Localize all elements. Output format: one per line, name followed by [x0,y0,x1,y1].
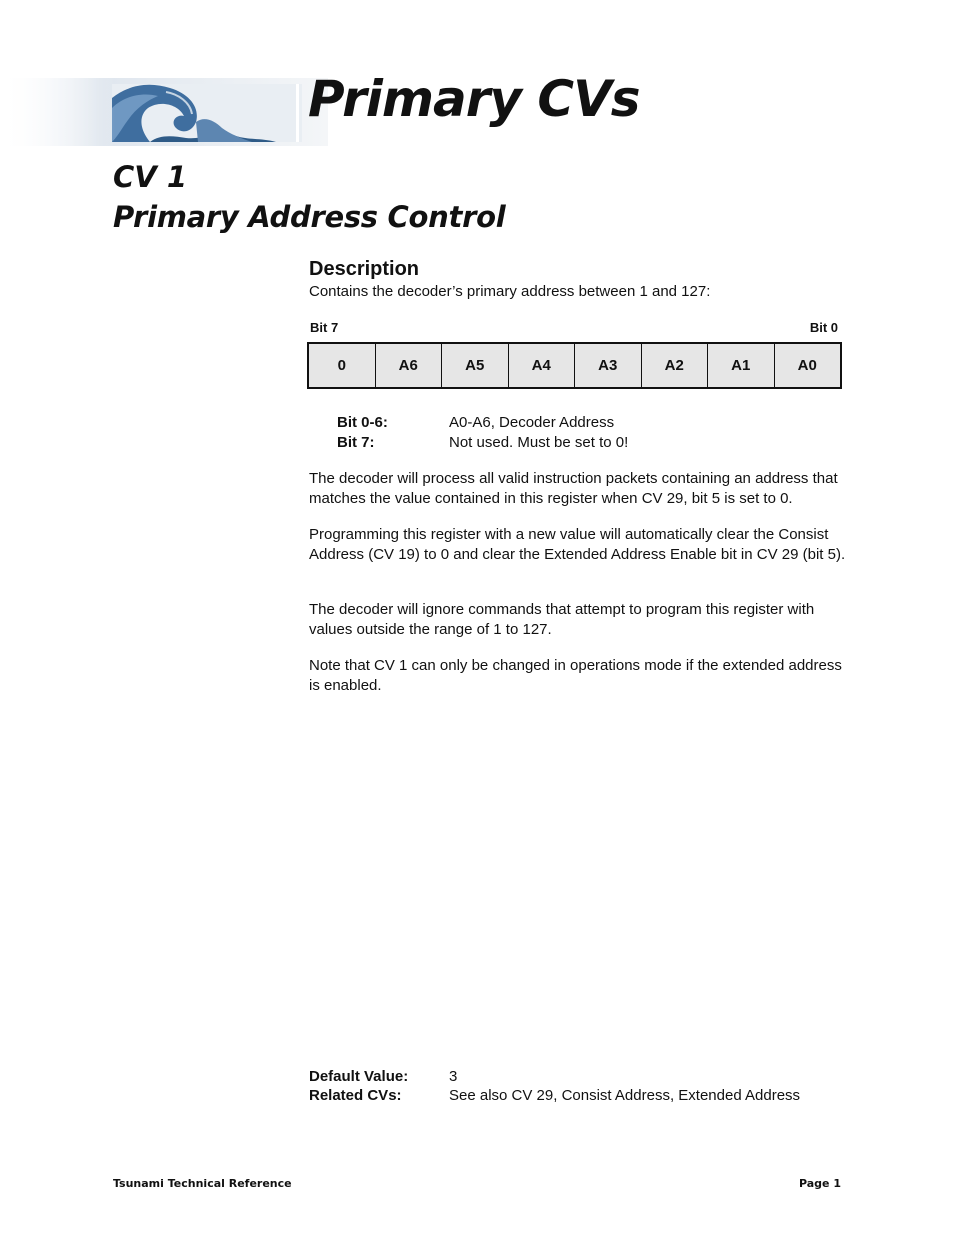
related-cvs-value: See also CV 29, Consist Address, Extended Address [449,1086,801,1104]
bit-definition-value: Not used. Must be set to 0! [449,433,629,451]
bit-lsb-label: Bit 0 [809,320,838,335]
footer-doc-title: Tsunami Technical Reference [113,1177,292,1190]
wave-fade [0,78,115,146]
bit-cell: 0 [337,357,346,374]
description-heading: Description [309,258,420,280]
bit-definitions [337,413,628,452]
body-paragraph: The decoder will process all valid instruction packets containing an address that matches the value contained in this register when CV 29, bit 5 is set to 0. [309,470,838,507]
bit-definition-value: A0-A6, Decoder Address [449,414,615,431]
bit-layout-table [307,342,842,389]
bit-msb-label: Bit 7 [310,320,339,335]
bit-definition-label: Bit 7: [337,433,375,451]
default-value-row [309,1068,800,1087]
cv-summary [309,1068,800,1105]
bit-definition-label: Bit 0-6: [337,414,388,431]
bit-cell: A2 [641,344,708,387]
description-intro: Contains the decoder’s primary address between 1 and 127: [309,283,711,300]
bit-definition-row [337,413,628,433]
body-paragraph: Programming this register with a new value will automatically clear the Consist Address (CV 19) to 0 and clear the Extended Address Enable bit in CV 29 (bit 5). [309,526,846,563]
page-title: Primary CVs [308,70,640,128]
cv-name-heading: Primary Address Control [113,200,506,234]
default-value-label: Default Value: [309,1068,409,1085]
body-paragraph: Note that CV 1 can only be changed in operations mode if the extended address is enabled. [309,657,842,694]
bit-cell: A0 [774,344,841,387]
default-value: 3 [449,1068,458,1085]
cv-number-heading: CV 1 [113,160,188,194]
bit-definition-row [337,433,628,453]
footer-page-number: Page 1 [798,1177,841,1190]
related-cvs-label: Related CVs: [309,1086,402,1104]
bit-cell: A1 [707,344,774,387]
bit-cell: A5 [441,344,508,387]
body-paragraph: The decoder will ignore commands that attempt to program this register with values outside the range of 1 to 127. [309,601,815,638]
related-cvs-row [309,1087,800,1106]
bit-cell: A4 [508,344,575,387]
bit-cell: A3 [574,344,641,387]
bit-cell: A6 [375,344,442,387]
